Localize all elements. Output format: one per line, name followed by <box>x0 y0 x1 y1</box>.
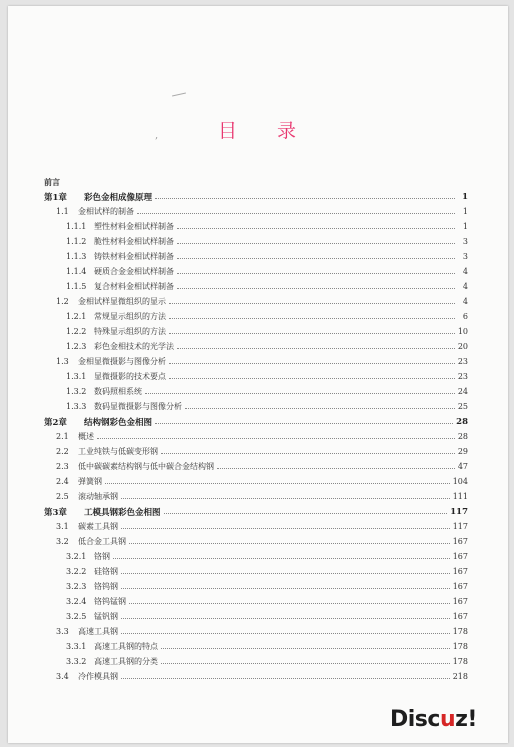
toc-entry-page: 218 <box>452 672 468 681</box>
toc-entry <box>44 339 468 354</box>
toc-entry-title: 铬钢 <box>94 552 110 561</box>
toc-entry-page: 3 <box>462 252 468 261</box>
toc-entry-page: 25 <box>457 402 468 411</box>
dot-leader <box>169 333 455 334</box>
toc-entry-page: 3 <box>462 237 468 246</box>
toc-entry <box>44 234 468 249</box>
toc-entry-number: 1.2 <box>56 297 69 306</box>
toc-entry-page: 1 <box>462 207 468 216</box>
toc-entry-page: 167 <box>452 567 468 576</box>
dot-leader <box>113 558 450 559</box>
dot-leader <box>177 228 455 229</box>
toc-entry-title: 金相试样显微组织的显示 <box>78 297 166 306</box>
toc-entry-title: 显微摄影的技术要点 <box>94 372 166 381</box>
toc-entry-title: 铸铁材料金相试样制备 <box>94 252 174 261</box>
dot-leader <box>121 498 450 499</box>
toc-entry-number: 3.2.3 <box>66 582 87 591</box>
toc-entry-title: 高速工具钢的特点 <box>94 642 158 651</box>
toc-entry-title: 冷作模具钢 <box>78 672 118 681</box>
dot-leader <box>185 408 455 409</box>
dot-leader <box>97 438 455 439</box>
dot-leader <box>177 348 455 349</box>
toc-entry <box>44 294 468 309</box>
toc-entry-number: 3.3.2 <box>66 657 87 666</box>
toc-entry-number: 1.1.4 <box>66 267 87 276</box>
toc-entry-page: 167 <box>452 612 468 621</box>
toc-entry <box>44 594 468 609</box>
toc-entry <box>44 399 468 414</box>
toc-entry-number: 3.2.1 <box>66 552 87 561</box>
dot-leader <box>121 618 450 619</box>
dot-leader <box>145 393 455 394</box>
toc-entry <box>44 609 468 624</box>
toc-entry-title: 金相显微摄影与图像分析 <box>78 357 166 366</box>
toc-entry-title: 特殊显示组织的方法 <box>94 327 166 336</box>
toc-entry-number: 1.1.1 <box>66 222 87 231</box>
toc-entry-page: 167 <box>452 552 468 561</box>
toc-entry-title: 数码显微摄影与图像分析 <box>94 402 182 411</box>
toc-entry <box>44 444 468 459</box>
toc-entry <box>44 624 468 639</box>
toc-entry-number: 3.2 <box>56 537 69 546</box>
toc-entry-number: 2.5 <box>56 492 69 501</box>
toc-entry-number: 第2章 <box>44 417 67 428</box>
dot-leader <box>217 468 455 469</box>
dot-leader <box>121 528 450 529</box>
toc-entry-title: 概述 <box>78 432 94 441</box>
logo-part-2: u <box>439 707 456 732</box>
toc-entry-number: 1.3.1 <box>66 372 87 381</box>
dot-leader <box>177 273 455 274</box>
toc-entry <box>44 175 468 189</box>
toc-entry-number: 第3章 <box>44 507 67 518</box>
toc-entry-title: 工业纯铁与低碳变形钢 <box>78 447 158 456</box>
toc-entry-number: 3.4 <box>56 672 69 681</box>
title-char-1: 目 <box>217 120 237 142</box>
dot-leader <box>155 423 453 424</box>
toc-entry <box>44 504 468 519</box>
logo-part-1: Disc <box>390 707 440 732</box>
toc-entry-title: 高速工具钢 <box>78 627 118 636</box>
toc-entry-title: 彩色金相成像原理 <box>84 192 153 203</box>
toc-entry <box>44 189 468 204</box>
toc-entry <box>44 279 468 294</box>
toc-entry-page: 178 <box>452 627 468 636</box>
dot-leader <box>161 453 455 454</box>
toc-entry-title: 前言 <box>44 176 60 187</box>
toc-entry-number: 2.4 <box>56 477 69 486</box>
toc-entry-title: 工模具钢彩色金相图 <box>84 507 161 518</box>
toc-entry-page: 23 <box>457 372 468 381</box>
toc-entry-title: 硬质合金金相试样制备 <box>94 267 174 276</box>
toc-entry <box>44 549 468 564</box>
toc-entry-page: 23 <box>457 357 468 366</box>
toc-entry-title: 脆性材料金相试样制备 <box>94 237 174 246</box>
toc-entry-title: 数码照相系统 <box>94 387 142 396</box>
toc-entry-number: 3.2.4 <box>66 597 87 606</box>
toc-entry <box>44 489 468 504</box>
toc-entry-page: 104 <box>452 477 468 486</box>
toc-entry-page: 4 <box>462 267 468 276</box>
toc-entry-number: 1.2.3 <box>66 342 87 351</box>
toc-entry <box>44 414 468 429</box>
toc-entry-title: 彩色金相技术的光学法 <box>94 342 174 351</box>
toc-entry-number: 2.3 <box>56 462 69 471</box>
discuz-logo <box>390 707 477 732</box>
toc-entry <box>44 264 468 279</box>
dot-leader <box>169 363 455 364</box>
toc-entry-page: 4 <box>462 282 468 291</box>
toc-entry-title: 塑性材料金相试样制备 <box>94 222 174 231</box>
toc-entry-title: 低合金工具钢 <box>78 537 126 546</box>
toc-entry <box>44 519 468 534</box>
dot-leader <box>161 663 450 664</box>
title-char-2: 录 <box>277 120 297 142</box>
toc-entry <box>44 564 468 579</box>
dot-leader <box>121 573 450 574</box>
toc-entry-number: 3.3.1 <box>66 642 87 651</box>
toc-entry-page: 178 <box>452 642 468 651</box>
dot-leader <box>177 243 455 244</box>
toc-entry-number: 3.1 <box>56 522 69 531</box>
toc-entry-number: 1.1 <box>56 207 69 216</box>
toc-entry-page: 1 <box>462 222 468 231</box>
toc-entry-title: 常规显示组织的方法 <box>94 312 166 321</box>
toc-entry <box>44 669 468 684</box>
dot-leader <box>129 543 450 544</box>
scan-dot: , <box>155 130 159 141</box>
toc-entry <box>44 369 468 384</box>
page-title <box>0 116 514 143</box>
toc-entry-page: 20 <box>457 342 468 351</box>
toc-entry-title: 铬钨钢 <box>94 582 118 591</box>
toc-entry-title: 硅铬钢 <box>94 567 118 576</box>
toc-entry-page: 47 <box>457 462 468 471</box>
toc-entry-title: 低中碳碳素结构钢与低中碳合金结构钢 <box>78 462 214 471</box>
toc-entry <box>44 249 468 264</box>
toc-entry-number: 1.1.3 <box>66 252 87 261</box>
toc-entry <box>44 639 468 654</box>
toc-entry-number: 1.3.2 <box>66 387 87 396</box>
toc-entry <box>44 459 468 474</box>
toc-entry-number: 3.2.2 <box>66 567 87 576</box>
toc-entry-page: 167 <box>452 582 468 591</box>
toc-entry-page: 1 <box>462 191 468 202</box>
dot-leader <box>177 258 455 259</box>
toc-entry-title: 铬钨锰钢 <box>94 597 126 606</box>
toc-entry-page: 24 <box>457 387 468 396</box>
toc-entry-number: 1.1.5 <box>66 282 87 291</box>
table-of-contents <box>44 175 468 684</box>
dot-leader <box>155 198 455 199</box>
dot-leader <box>164 513 448 514</box>
dot-leader <box>121 678 450 679</box>
toc-entry <box>44 534 468 549</box>
toc-entry-page: 167 <box>452 537 468 546</box>
toc-entry-page: 167 <box>452 597 468 606</box>
toc-entry-title: 高速工具钢的分类 <box>94 657 158 666</box>
toc-entry-number: 3.2.5 <box>66 612 87 621</box>
toc-entry-title: 结构钢彩色金相图 <box>84 417 153 428</box>
toc-entry <box>44 429 468 444</box>
dot-leader <box>121 633 450 634</box>
toc-entry-page: 117 <box>450 506 468 517</box>
toc-entry-title: 金相试样的制备 <box>78 207 134 216</box>
toc-entry-page: 6 <box>462 312 468 321</box>
dot-leader <box>169 318 455 319</box>
dot-leader <box>137 213 455 214</box>
logo-part-3: z! <box>455 707 477 732</box>
toc-entry <box>44 219 468 234</box>
toc-entry-page: 28 <box>456 416 468 427</box>
toc-entry-number: 1.2.1 <box>66 312 87 321</box>
dot-leader <box>161 648 450 649</box>
toc-entry-page: 111 <box>452 492 468 501</box>
toc-entry <box>44 579 468 594</box>
toc-entry-page: 10 <box>457 327 468 336</box>
toc-entry-title: 锰钒钢 <box>94 612 118 621</box>
dot-leader <box>121 588 450 589</box>
toc-entry-page: 4 <box>462 297 468 306</box>
dot-leader <box>177 288 455 289</box>
toc-entry-number: 2.1 <box>56 432 69 441</box>
toc-entry-page: 117 <box>452 522 468 531</box>
toc-entry <box>44 324 468 339</box>
dot-leader <box>169 303 455 304</box>
toc-entry <box>44 354 468 369</box>
toc-entry-page: 28 <box>457 432 468 441</box>
toc-entry-number: 1.3 <box>56 357 69 366</box>
toc-entry-number: 3.3 <box>56 627 69 636</box>
toc-entry-number: 2.2 <box>56 447 69 456</box>
dot-leader <box>105 483 450 484</box>
dot-leader <box>169 378 455 379</box>
toc-entry-title: 滚动轴承钢 <box>78 492 118 501</box>
toc-entry <box>44 654 468 669</box>
toc-entry-number: 1.1.2 <box>66 237 87 246</box>
toc-entry-title: 复合材料金相试样制备 <box>94 282 174 291</box>
dot-leader <box>129 603 450 604</box>
toc-entry-number: 1.2.2 <box>66 327 87 336</box>
toc-entry-page: 178 <box>452 657 468 666</box>
toc-entry <box>44 474 468 489</box>
toc-entry-title: 弹簧钢 <box>78 477 102 486</box>
toc-entry-page: 29 <box>457 447 468 456</box>
toc-entry-number: 1.3.3 <box>66 402 87 411</box>
toc-entry-title: 碳素工具钢 <box>78 522 118 531</box>
toc-entry <box>44 384 468 399</box>
toc-entry-number: 第1章 <box>44 192 67 203</box>
toc-entry <box>44 309 468 324</box>
toc-entry <box>44 204 468 219</box>
